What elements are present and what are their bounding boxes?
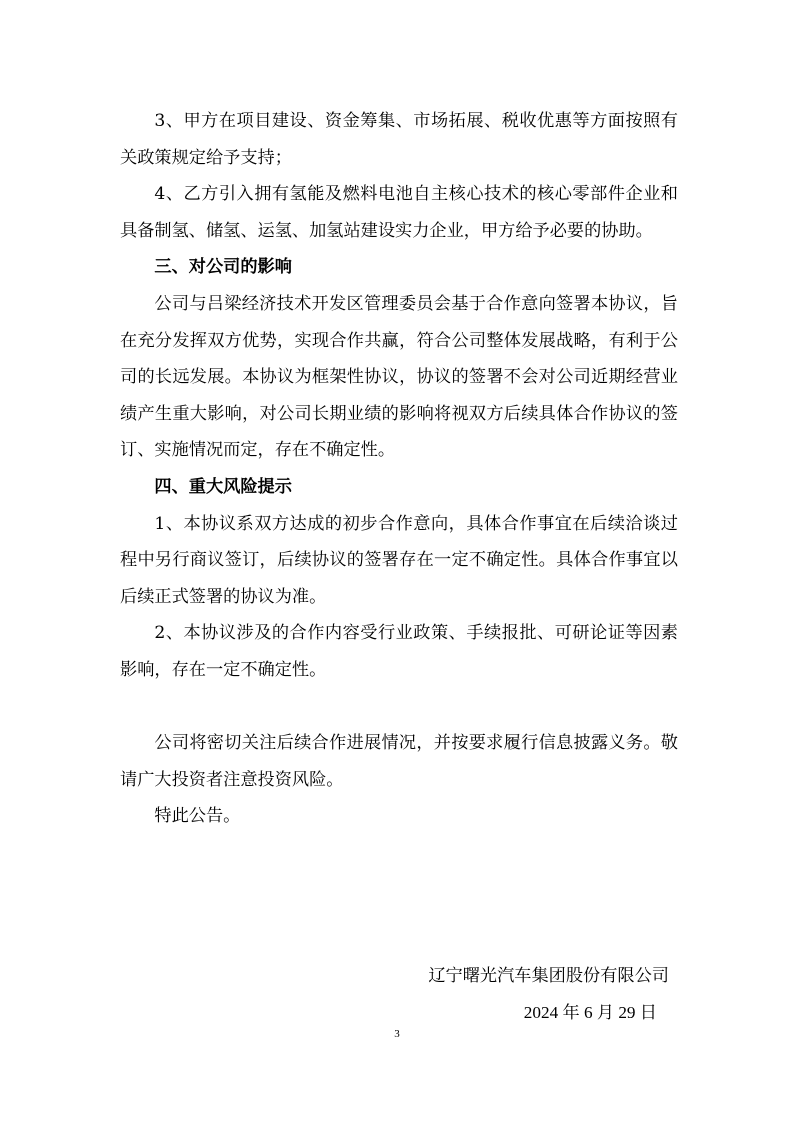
section-heading-impact: 三、对公司的影响 (154, 257, 292, 278)
section-heading-risk: 四、重大风险提示 (154, 476, 292, 497)
blank-line (120, 689, 678, 726)
paragraph-item-3: 3、甲方在项目建设、资金筹集、市场拓展、税收优惠等方面按照有关政策规定给予支持； (120, 111, 678, 168)
company-name: 辽宁曙光汽车集团股份有限公司 (428, 966, 669, 986)
risk-item-1: 1、本协议系双方达成的初步合作意向，具体合作事宜在后续洽谈过程中另行商议签订，后续协议的签署存在一定不确定性。具体合作事宜以后续正式签署的协议为准。 (120, 513, 678, 607)
page-number: 3 (394, 1028, 400, 1040)
closing-notice: 特此公告。 (154, 806, 241, 827)
risk-item-2: 2、本协议涉及的合作内容受行业政策、手续报批、可研论证等因素影响，存在一定不确定性。 (120, 623, 678, 680)
paragraph-item-4: 4、乙方引入拥有氢能及燃料电池自主核心技术的核心零部件企业和具备制氢、储氢、运氢、加氢站建设实力企业，甲方给予必要的协助。 (120, 184, 678, 241)
closing-paragraph: 公司将密切关注后续合作进展情况，并按要求履行信息披露义务。敬请广大投资者注意投资风险。 (120, 733, 678, 790)
signature-date: 2024 年 6 月 29 日 (523, 1002, 657, 1022)
signature-block (428, 958, 669, 1031)
document-body (120, 103, 678, 835)
impact-paragraph: 公司与吕梁经济技术开发区管理委员会基于合作意向签署本协议，旨在充分发挥双方优势，实现合作共赢，符合公司整体发展战略，有利于公司的长远发展。本协议为框架性协议，协议的签署不会对公司近期经营业绩产生重大影响，对公司长期业绩的影响将视双方后续具体合作协议的签订、实施情况而定，存在不确定性。 (120, 293, 678, 461)
